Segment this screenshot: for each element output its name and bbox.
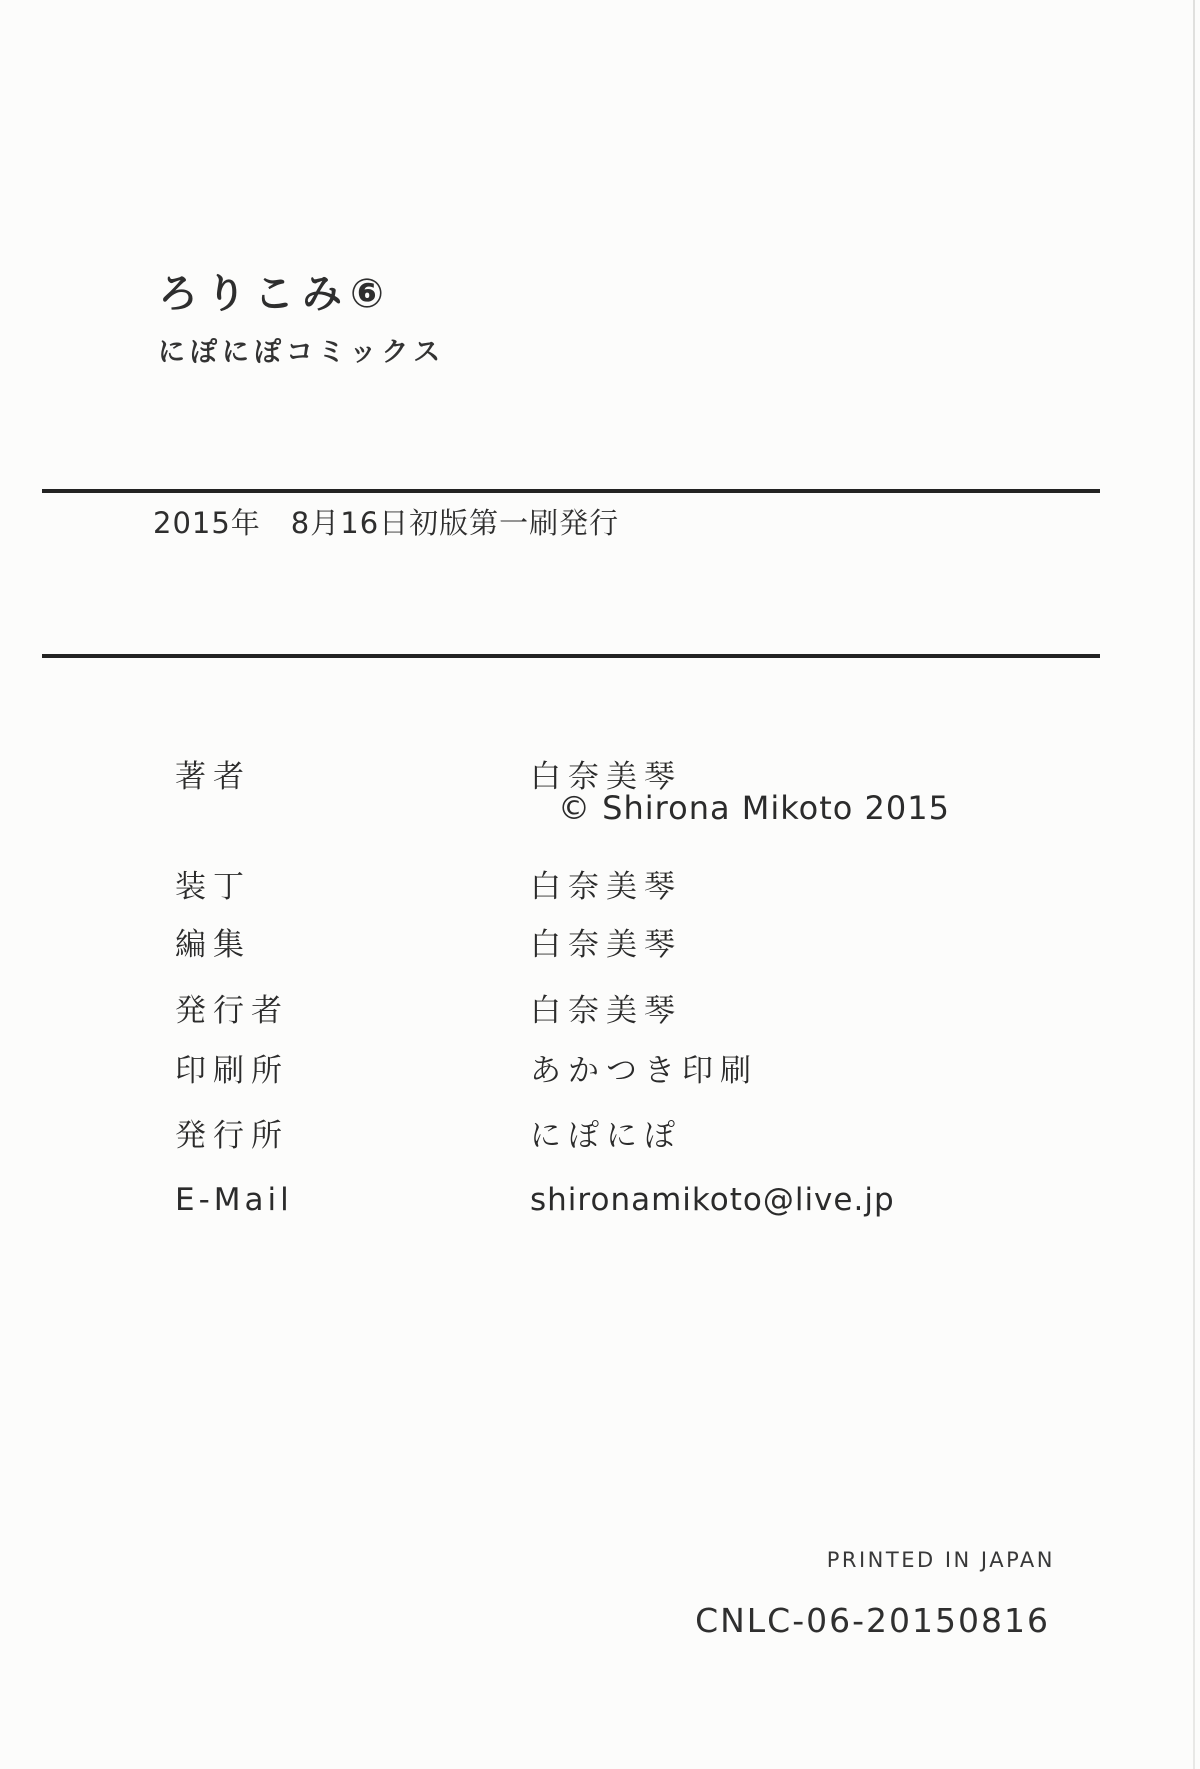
- copyright-note: © Shirona Mikoto 2015: [558, 789, 950, 827]
- book-series-label: にぽにぽコミックス: [158, 337, 446, 368]
- credit-value: 白奈美琴: [530, 927, 682, 963]
- printed-in-japan-label: PRINTED IN JAPAN: [826, 1548, 1055, 1572]
- credit-value: 白奈美琴: [530, 993, 682, 1029]
- credit-label: 著者: [175, 759, 251, 795]
- credit-label: 編集: [175, 927, 251, 963]
- credit-row-author: [0, 751, 1200, 795]
- credit-row-printer: [0, 1045, 1200, 1089]
- credit-row-design: [0, 861, 1200, 905]
- email-address: shironamikoto@live.jp: [530, 1182, 895, 1218]
- book-title: ろりこみ⑥: [158, 271, 392, 317]
- divider-bottom: [42, 654, 1100, 658]
- credit-label: 装丁: [175, 869, 251, 905]
- credit-row-publishing-house: [0, 1110, 1200, 1154]
- product-code: CNLC-06-20150816: [695, 1601, 1050, 1640]
- credit-value: にぽにぽ: [530, 1118, 682, 1154]
- credit-row-editing: [0, 919, 1200, 963]
- credit-value: 白奈美琴: [530, 759, 682, 795]
- divider-top: [42, 489, 1100, 493]
- credit-row-publisher-person: [0, 985, 1200, 1029]
- credit-value: あかつき印刷: [530, 1053, 758, 1089]
- credit-label: 印刷所: [175, 1053, 289, 1089]
- credit-label: E-Mail: [175, 1182, 293, 1218]
- publication-date: 2015年 8月16日初版第一刷発行: [153, 506, 620, 540]
- credit-label: 発行所: [175, 1118, 289, 1154]
- credit-value: 白奈美琴: [530, 869, 682, 905]
- credit-label: 発行者: [175, 993, 289, 1029]
- credit-row-email: [0, 1182, 1200, 1222]
